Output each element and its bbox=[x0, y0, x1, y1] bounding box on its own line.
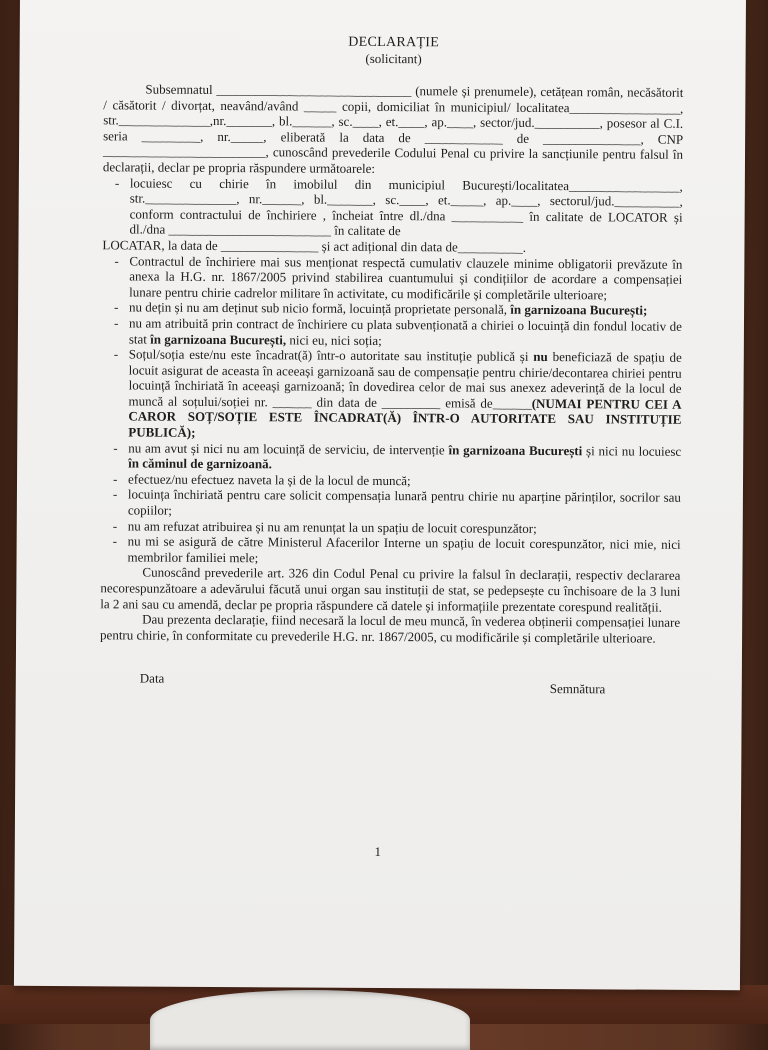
signature-label: Semnătura bbox=[549, 681, 606, 697]
list-item: - locuiesc cu chirie în imobilul din municipiul București/localitatea_________________, str.______________, nr.______, bl._______, sc.____, et._____, ap.____, sectorul/jud.__________, conform contractului de închiriere , încheiat între dl./dna ___________ în calitate de LOCATOR și dl./dna _________________________ în calitate de bbox=[114, 174, 683, 239]
list-item: - nu mi se asigură de către Ministerul Afacerilor Interne un spațiu de locuit corespunzător, nici mie, nici membrilor familiei mele; bbox=[112, 533, 681, 566]
signature-row bbox=[100, 659, 680, 703]
penal-code-paragraph: Cunoscând prevederile art. 326 din Codul Penal cu privire la falsul în declarații, respectiv declararea necorespunzătoare a adevărului făcută unui organ sau instituții de stat, se pedepsește cu închisoare de la 3 luni la 2 ani sau cu amendă, declar pe propria răspundere că datele și informațiile prezentate corespund realității. bbox=[100, 564, 681, 615]
list-item: - nu am refuzat atribuirea și nu am renunțat la un spațiu de locuit corespunzător; bbox=[112, 517, 537, 536]
item-text: locuiesc cu chirie în imobilul din municipiul București/localitatea_________________, str.______________, nr.______, bl._______, sc.____, et._____, ap.____, sectorul/jud.__________, conform contractului de închiriere , încheiat între dl./dna ___________ în calitate de LOCATOR și dl./dna _________________________ în calitate de bbox=[129, 175, 683, 239]
list-item: - efectuez/nu efectuez naveta la și de la locul de muncă; bbox=[112, 471, 411, 489]
list-item: - nu am atribuită prin contract de închiriere cu plata subvenționată a chiriei o locuință din fondul locativ de stat în garnizoana București, nici eu, nici soția; bbox=[113, 315, 683, 348]
purpose-paragraph: Dau prezenta declarație, fiind necesară la locul de meu muncă, în vederea obținerii compensației lunare pentru chirie, în conformitate cu prevederile H.G. nr. 1867/2005, cu modificările și completările ulterioare. bbox=[100, 611, 681, 646]
document-page bbox=[14, 0, 746, 990]
document-subtitle: (solicitant) bbox=[365, 50, 422, 67]
white-cloth bbox=[150, 990, 470, 1050]
list-item-continuation: LOCATAR, la data de _______________ și act adițional din data de__________. bbox=[102, 237, 527, 255]
document-title: DECLARAȚIE bbox=[348, 34, 440, 51]
list-item: - nu am avut și nici nu am locuință de serviciu, de intervenție în garnizoana București și nici nu locuiesc în căminul de garnizoană. bbox=[113, 440, 682, 472]
page-number: 1 bbox=[374, 843, 382, 860]
intro-paragraph: Subsemnatul ______________________________ (numele și prenumele), cetățean român, necăsătorit / căsătorit / divorțat, neavând/având _____ copii, domiciliat în municipiul/ localitatea_________________, str.______________,nr._______, bl.______, sc.____, et.____, ap.____, sector/jud.__________, posesor al C.I. seria _________, nr._____, eliberată la data de ____________ de _______________, CNP _________________________, cunoscând prevederile Codului Penal cu privire la sancțiunile pentru falsul în declarații, declar pe propria răspundere următoarele: bbox=[102, 81, 684, 176]
document-body bbox=[100, 32, 684, 702]
declaration-list bbox=[101, 175, 683, 568]
list-item: - nu dețin și nu am deținut sub nicio formă, locuință proprietate personală, în garnizoana București; bbox=[114, 299, 648, 318]
list-item: - Soțul/soția este/nu este încadrat(ă) într-o autoritate sau instituție publică și nu beneficiază de spațiu de locuit asigurat de aceasta în aceeași garnizoană sau de compensație pentru chirie/decontarea chiriei pentru locuință închiriată în aceeași garnizoană; în dovedirea celor de mai sus anexez adeverință de la locul de muncă al soțului/soției nr. ______ din data de _________ emisă de______(NUMAI PENTRU CEI A CAROR SOȚ/SOȚIE ESTE ÎNCADRAT(Ă) ÎNTR-O AUTORITATE SAU INSTITUȚIE PUBLICĂ); bbox=[113, 346, 682, 440]
date-label: Data bbox=[139, 670, 165, 687]
list-item: - Contractul de închiriere mai sus menționat respectă cumulativ clauzele minime obligatorii prevăzute în anexa la H.G. nr. 1867/2005 privind stabilirea cuantumului și condițiilor de acordare a compensației lunare pentru chirie cadrelor militare în activitate, cu modificările și completările ulterioare; bbox=[114, 252, 683, 303]
list-item: - locuința închiriată pentru care solicit compensația lunară pentru chirie nu aparține părinților, socrilor sau copiilor; bbox=[112, 486, 681, 518]
